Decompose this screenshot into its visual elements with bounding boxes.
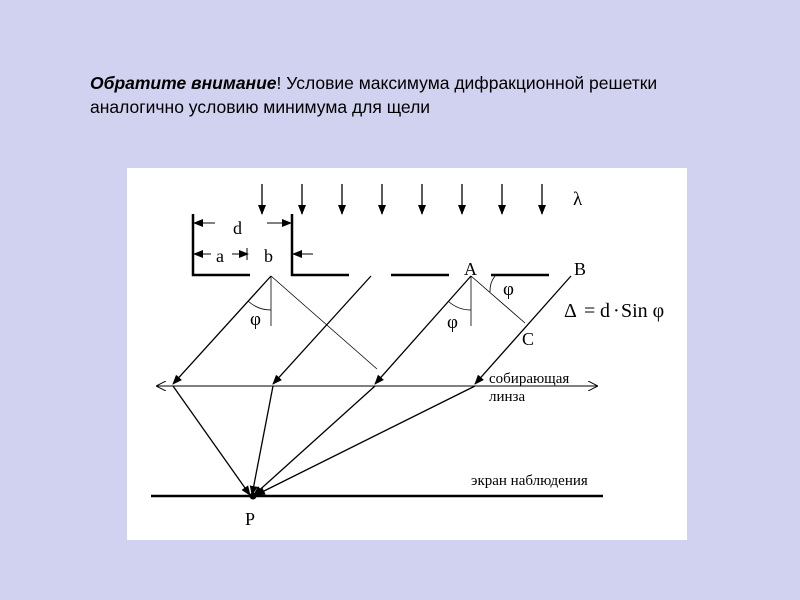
focused-rays [173, 386, 475, 495]
b-label: b [264, 246, 273, 266]
svg-text:·: · [613, 300, 620, 322]
svg-text:d: d [600, 300, 610, 322]
caption-text: ! Условие максимума дифракционной решетки аналогично условию минимума для щели [90, 73, 658, 117]
diffraction-grating [193, 214, 549, 275]
diffraction-grating-diagram [127, 168, 687, 540]
caption-emphasis: Обратите внимание [90, 73, 277, 93]
c-point-label: C [522, 329, 535, 349]
path-difference-formula [564, 300, 664, 322]
b-point-label: B [574, 259, 587, 279]
a-label: a [216, 246, 224, 266]
point-p-dot [250, 493, 257, 500]
svg-text:Sin φ: Sin φ [621, 300, 665, 322]
d-label: d [233, 218, 242, 238]
lens-label-line1: собирающая [489, 371, 570, 387]
incident-wave-arrows [262, 184, 542, 214]
lambda-label: λ [573, 189, 583, 210]
a-point-label: A [464, 259, 477, 279]
phi-label-left: φ [250, 309, 261, 330]
slide-caption [90, 71, 730, 119]
lens-label-line2: линза [489, 389, 526, 405]
svg-text:=: = [584, 300, 596, 322]
p-label: P [245, 509, 256, 529]
svg-text:Δ: Δ [564, 300, 577, 322]
phi-label-right: φ [503, 279, 514, 300]
dimension-markers [194, 223, 313, 260]
diagram-svg [127, 168, 687, 540]
phi-label-center: φ [447, 312, 458, 333]
construction-lines [248, 276, 525, 369]
screen-label: экран наблюдения [471, 473, 588, 489]
